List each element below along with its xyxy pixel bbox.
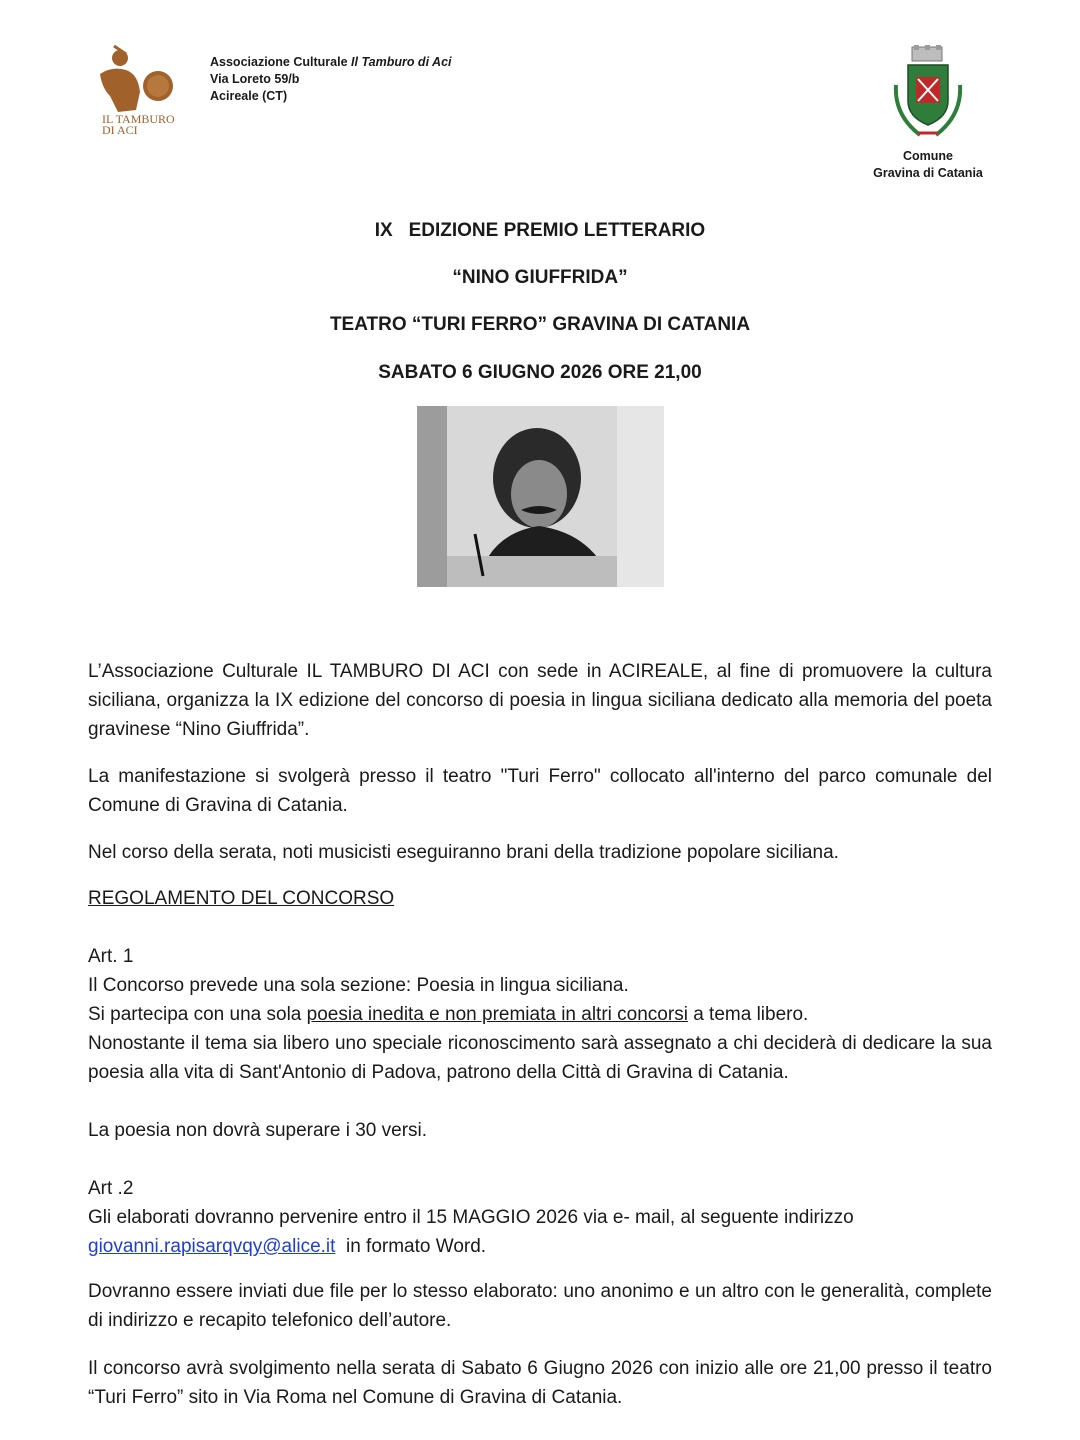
comune-line1: Comune (903, 149, 953, 163)
title-date: SABATO 6 GIUGNO 2026 ORE 21,00 (378, 362, 702, 383)
tamburo-logo (92, 44, 192, 140)
comune-line2: Gravina di Catania (873, 166, 983, 180)
association-name: Il Tamburo di Aci (351, 55, 452, 69)
art1-heading: Art. 1 (88, 946, 134, 967)
art1-line2-pre: Si partecipa con una sola (88, 1004, 307, 1025)
art2-paragraph-2: Dovranno essere inviati due file per lo stesso elaborato: uno anonimo e un altro con le generalità, complete di indirizzo e recapito telefonico dell’autore. (88, 1281, 992, 1331)
regolamento-heading: REGOLAMENTO DEL CONCORSO (88, 888, 395, 909)
intro-paragraph-3: Nel corso della serata, noti musicisti eseguiranno brani della tradizione popolare siciliana. (88, 842, 839, 863)
coat-of-arms-icon (890, 45, 966, 143)
title-prize-name: “NINO GIUFFRIDA” (452, 267, 628, 288)
association-prefix: Associazione Culturale (210, 55, 348, 69)
art1-line4: La poesia non dovrà superare i 30 versi. (88, 1120, 428, 1141)
comune-crest (890, 45, 966, 143)
title-venue: TEATRO “TURI FERRO” GRAVINA DI CATANIA (329, 314, 751, 335)
art2-email-post: in formato Word. (335, 1236, 487, 1257)
association-address: Via Loreto 59/b (210, 72, 300, 86)
art1-line2-post: a tema libero. (687, 1004, 809, 1025)
portrait-photo (417, 406, 664, 587)
intro-paragraph-1: L’Associazione Culturale IL TAMBURO DI ACI con sede in ACIREALE, al fine di promuovere la cultura siciliana, organizza la IX edizione del concorso di poesia in lingua siciliana dedicato alla memoria del poeta gravinese “Nino Giuffrida”. (88, 661, 992, 740)
comune-label (850, 148, 1006, 182)
intro-paragraph-2: La manifestazione si svolgerà presso il teatro "Turi Ferro" collocato all'interno del parco comunale del Comune di Gravina di Catania. (88, 766, 992, 816)
art1-line2 (88, 1000, 992, 1029)
art1-line1: Il Concorso prevede una sola sezione: Poesia in lingua siciliana. (88, 975, 629, 996)
association-header (210, 54, 452, 105)
email-link[interactable]: giovanni.rapisarqvqy@alice.it (88, 1236, 336, 1257)
association-city: Acireale (CT) (210, 89, 288, 103)
logo-text-line2: DI ACI (102, 123, 138, 137)
art2-email-line (88, 1232, 992, 1261)
art1-line3: Nonostante il tema sia libero uno speciale riconoscimento sarà assegnato a chi deciderà di dedicare la sua poesia alla vita di Sant'Antonio di Padova, patrono della Città di Gravina di Catania. (88, 1033, 992, 1083)
title-edition: IX EDIZIONE PREMIO LETTERARIO (374, 220, 706, 241)
art2-line1: Gli elaborati dovranno pervenire entro il 15 MAGGIO 2026 via e- mail, al seguente indirizzo (88, 1207, 854, 1228)
art1-line2-underlined: poesia inedita e non premiata in altri concorsi (306, 1004, 688, 1025)
art2-heading: Art .2 (88, 1178, 134, 1199)
portrait-image (417, 406, 664, 587)
logo-text-line1: IL TAMBURO (102, 112, 175, 126)
art2-paragraph-3: Il concorso avrà svolgimento nella serata di Sabato 6 Giugno 2026 con inizio alle ore 21,00 presso il teatro “Turi Ferro” sito in Via Roma nel Comune di Gravina di Catania. (88, 1358, 992, 1408)
